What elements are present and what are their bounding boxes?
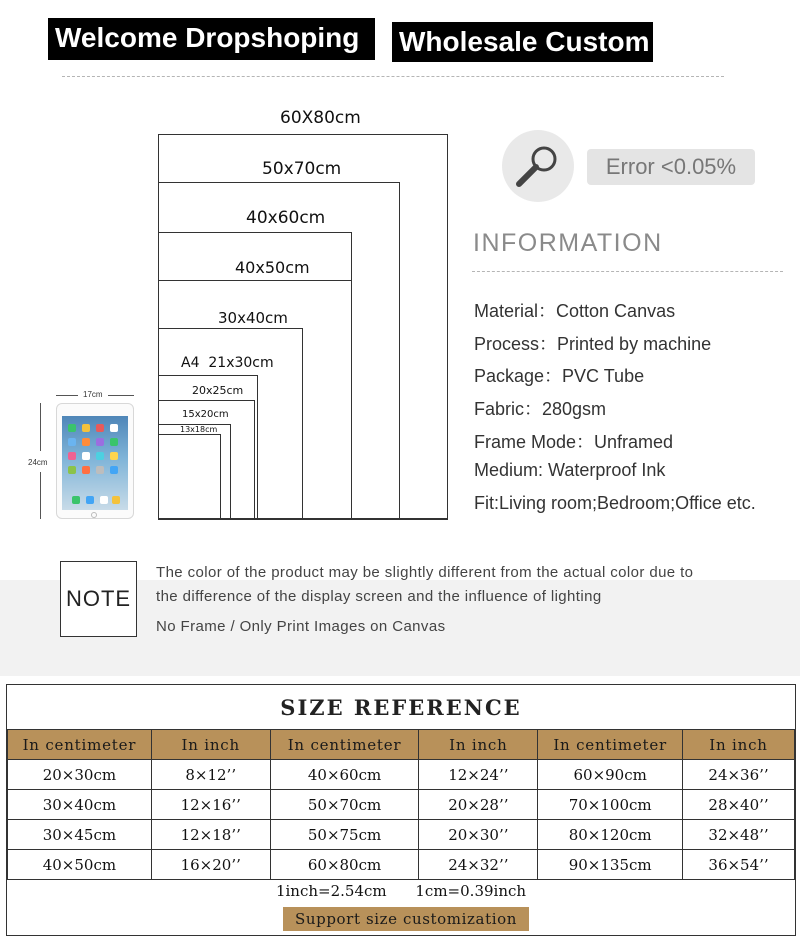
conversion-inch: 1inch=2.54cm: [275, 882, 387, 900]
tablet-screen: [62, 416, 128, 510]
info-material: Material：Cotton Canvas: [474, 301, 676, 321]
table-cell: 24×32’’: [419, 850, 538, 880]
size-reference-table: [6, 684, 796, 936]
size-grid: [7, 729, 795, 880]
information-title: INFORMATION: [473, 229, 663, 257]
unit-conversion: [7, 882, 795, 900]
label-30x40: 30x40cm: [218, 309, 288, 327]
info-fabric: Fabric：280gsm: [474, 399, 607, 419]
table-cell: 90×135cm: [538, 850, 683, 880]
width-dimension-line-right: [108, 395, 134, 396]
table-cell: 60×80cm: [270, 850, 419, 880]
error-tolerance-badge: Error <0.05%: [587, 149, 755, 185]
height-dimension-line-bottom: [40, 472, 41, 519]
width-dimension-line-left: [56, 395, 78, 396]
table-cell: 40×60cm: [270, 760, 419, 790]
label-40x60: 40x60cm: [246, 208, 326, 228]
header-cell: In inch: [419, 730, 538, 760]
header-cell: In inch: [151, 730, 270, 760]
table-row: [8, 850, 795, 880]
table-cell: 30×45cm: [8, 820, 152, 850]
table-cell: 28×40’’: [683, 790, 795, 820]
label-a4: A4 21x30cm: [181, 355, 274, 371]
table-row: [8, 820, 795, 850]
height-dimension-line-top: [40, 403, 41, 451]
table-cell: 8×12’’: [151, 760, 270, 790]
top-divider: [62, 76, 724, 77]
label-20x25: 20x25cm: [192, 384, 244, 397]
info-process: Process：Printed by machine: [474, 334, 712, 354]
label-50x70: 50x70cm: [262, 159, 342, 179]
label-60x80: 60X80cm: [280, 108, 361, 128]
conversion-cm: 1cm=0.39inch: [415, 882, 527, 900]
support-customization-badge: Support size customization: [283, 907, 529, 931]
table-cell: 70×100cm: [538, 790, 683, 820]
size-reference-title: SIZE REFERENCE: [280, 695, 522, 720]
tablet-height-label: 24cm: [28, 458, 48, 467]
table-cell: 20×30’’: [419, 820, 538, 850]
note-label: NOTE: [60, 561, 137, 637]
table-cell: 60×90cm: [538, 760, 683, 790]
table-cell: 30×40cm: [8, 790, 152, 820]
table-cell: 12×24’’: [419, 760, 538, 790]
wholesale-custom-banner: Wholesale Custom: [392, 22, 653, 62]
label-15x20: 15x20cm: [182, 409, 229, 420]
note-line-3: No Frame / Only Print Images on Canvas: [156, 618, 446, 635]
note-line-1: The color of the product may be slightly different from the actual color due to: [156, 564, 694, 581]
info-frame-mode: Frame Mode：Unframed: [474, 432, 674, 452]
header-cell: In centimeter: [538, 730, 683, 760]
header-cell: In centimeter: [8, 730, 152, 760]
table-cell: 20×28’’: [419, 790, 538, 820]
table-cell: 36×54’’: [683, 850, 795, 880]
tablet-width-label: 17cm: [83, 390, 103, 399]
tablet-home-button: [91, 512, 97, 518]
header-cell: In centimeter: [270, 730, 419, 760]
table-row: [8, 760, 795, 790]
tablet-icon: [56, 403, 134, 519]
welcome-dropshoping-banner: Welcome Dropshoping: [48, 18, 375, 60]
header-row: [8, 730, 795, 760]
info-medium: Medium: Waterproof Ink: [474, 460, 666, 480]
table-cell: 40×50cm: [8, 850, 152, 880]
label-40x50: 40x50cm: [235, 258, 310, 277]
magnifier-icon: [502, 130, 574, 202]
table-cell: 12×18’’: [151, 820, 270, 850]
header-cell: In inch: [683, 730, 795, 760]
table-cell: 24×36’’: [683, 760, 795, 790]
table-row: [8, 790, 795, 820]
table-cell: 32×48’’: [683, 820, 795, 850]
table-cell: 50×70cm: [270, 790, 419, 820]
table-cell: 20×30cm: [8, 760, 152, 790]
note-line-2: the difference of the display screen and the influence of lighting: [156, 588, 602, 605]
info-package: Package：PVC Tube: [474, 366, 645, 386]
table-cell: 16×20’’: [151, 850, 270, 880]
table-cell: 80×120cm: [538, 820, 683, 850]
label-13x18: 13x18cm: [180, 425, 218, 434]
table-cell: 50×75cm: [270, 820, 419, 850]
frame-13x18: [158, 434, 221, 520]
info-fit: Fit:Living room;Bedroom;Office etc.: [474, 493, 756, 513]
information-divider: [472, 271, 783, 272]
table-cell: 12×16’’: [151, 790, 270, 820]
